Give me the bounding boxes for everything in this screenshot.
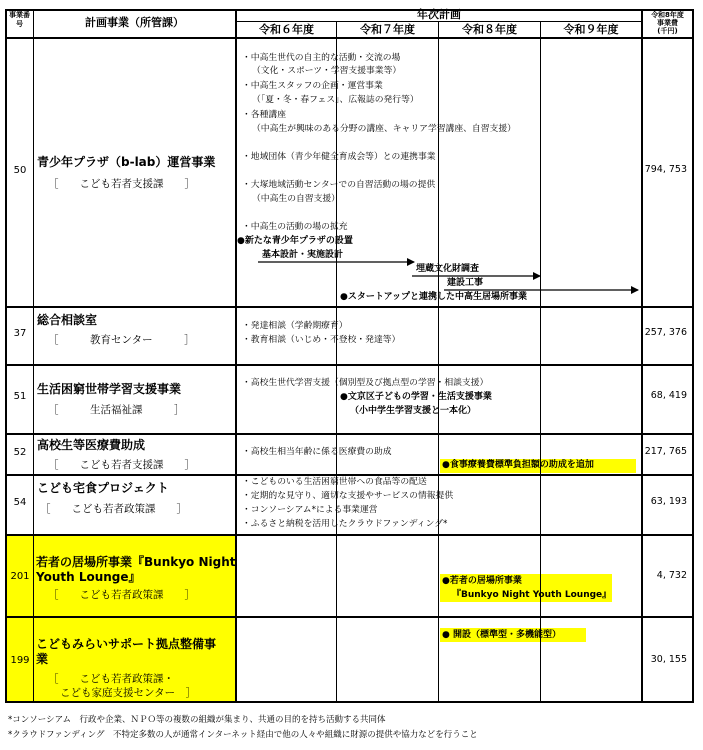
project-cost: 63, 193: [650, 496, 687, 507]
footnote-consortium: *コンソーシアム 行政や企業、ＮＰＯ等の複数の組織が集まり、共通の目的を持ち活動する共同体: [8, 715, 386, 725]
header-project-label: 計画事業（所管課）: [85, 16, 184, 29]
project-dept: ［ こども若者政策課 ］: [40, 503, 187, 515]
plan-item: ・発達相談（学齢期療育）: [242, 321, 348, 331]
plan-item: ・高校生相当年齢に係る医療費の助成: [242, 447, 392, 457]
project-dept-line-2: こども家庭支援センター ］: [60, 687, 197, 699]
project-title: 青少年プラザ（b-lab）運営事業: [37, 155, 216, 169]
project-cost: 257, 376: [644, 327, 687, 338]
plan-milestone: 『Bunkyo Night Youth Lounge』: [452, 590, 612, 600]
footnote-crowdfunding: *クラウドファンディング 不特定多数の人が通常インターネット経由で他の人々や組織に財源の提供や協力などを行うこと: [8, 730, 478, 740]
plan-item: ・こどものいる生活困窮世帯への食品等の配送: [242, 477, 427, 487]
project-title-line-1: こどもみらいサポート拠点整備事: [36, 637, 217, 651]
plan-item: （「夏・冬・春フェス」、広報誌の発行等）: [252, 95, 419, 105]
plan-milestone: ●スタートアップと連携した中高生居場所事業: [340, 292, 527, 302]
header-cost-label-2: 事業費: [657, 19, 678, 27]
header-annual-plan-label: 年次計画: [417, 8, 461, 21]
plan-milestone: （小中学生学習支援と一本化）: [350, 406, 477, 416]
project-cost: 68, 419: [650, 390, 687, 401]
plan-item: ・定期的な見守り、適切な支援やサービスの情報提供: [242, 491, 454, 501]
plan-item: ・中高生スタッフの企画・運営事業: [242, 81, 383, 91]
row-number: 50: [13, 165, 27, 176]
plan-milestone: ●新たな青少年プラザの設置: [237, 236, 353, 246]
plan-milestone: ●文京区子どもの学習・生活支援事業: [340, 392, 492, 402]
plan-item: ・高校生世代学習支援（個別型及び拠点型の学習・相談支援）: [242, 378, 489, 388]
header-cost-label-3: (千円): [657, 27, 678, 35]
plan-item: ・コンソーシアム*による事業運営: [242, 505, 378, 515]
plan-milestone: ● 開設（標準型・多機能型）: [442, 630, 561, 640]
header-year-r9: 令和９年度: [563, 23, 619, 36]
header-year-r6: 令和６年度: [259, 23, 314, 36]
project-title: こども宅食プロジェクト: [37, 481, 169, 495]
project-dept: ［ こども若者支援課 ］: [48, 178, 195, 190]
header-no-label: 事業番号: [9, 11, 30, 28]
project-cost: 794, 753: [644, 164, 687, 175]
plan-milestone: 埋蔵文化財調査: [416, 264, 480, 274]
row-number: 199: [10, 655, 30, 666]
plan-item: ・中高生世代の自主的な活動・交流の場: [242, 53, 401, 63]
plan-item: ・各種講座: [242, 110, 286, 120]
project-cost: 217, 765: [644, 446, 687, 457]
project-title: 生活困窮世帯学習支援事業: [37, 382, 182, 396]
project-title-line-2: 業: [36, 652, 49, 666]
project-title: 高校生等医療費助成: [37, 438, 146, 452]
project-dept: ［ こども若者政策課 ］: [48, 589, 195, 601]
plan-item: （中高生が興味のある分野の講座、キャリア学習講座、自習支援）: [252, 124, 516, 134]
row-number: 37: [13, 328, 27, 339]
plan-item: （中高生の自習支援）: [252, 194, 340, 204]
project-dept: ［ こども若者支援課 ］: [48, 459, 195, 471]
row-number: 51: [13, 391, 27, 402]
row-number: 52: [13, 447, 27, 458]
plan-milestone: ●食事療養費標準負担額の助成を追加: [442, 460, 594, 470]
plan-item: ・ふるさと納税を活用したクラウドファンディング*: [242, 519, 448, 529]
project-title-line-1: 若者の居場所事業『Bunkyo Night: [36, 555, 236, 569]
plan-milestone: 建設工事: [447, 278, 484, 288]
plan-item: ・地域団体（青少年健全育成会等）との連携事業: [242, 152, 436, 162]
row-number: 201: [10, 571, 30, 582]
row-number: 54: [13, 497, 27, 508]
project-dept-line-1: ［ こども若者政策課・: [48, 673, 174, 685]
plan-item: ・教育相談（いじめ・不登校・発達等）: [242, 335, 401, 345]
plan-milestone: ●若者の居場所事業: [442, 576, 522, 586]
header-cost-label-1: 令和8年度: [651, 11, 684, 19]
header-year-r8: 令和８年度: [462, 23, 517, 36]
plan-item: ・大塚地域活動センターでの自習活動の場の提供: [242, 180, 436, 190]
plan-item: ・中高生の活動の場の拡充: [242, 222, 348, 232]
project-cost: 4, 732: [656, 570, 687, 581]
plan-milestone: 基本設計・実施設計: [262, 250, 344, 260]
header-year-r7: 令和７年度: [360, 23, 415, 36]
project-dept: ［ 生活福祉課 ］: [48, 404, 185, 416]
plan-item: （文化・スポーツ・学習支援事業等）: [252, 66, 402, 76]
project-cost: 30, 155: [650, 654, 687, 665]
project-dept: ［ 教育センター ］: [48, 334, 195, 346]
project-title: 総合相談室: [37, 313, 98, 327]
project-title-line-2: Youth Lounge』: [36, 570, 141, 584]
